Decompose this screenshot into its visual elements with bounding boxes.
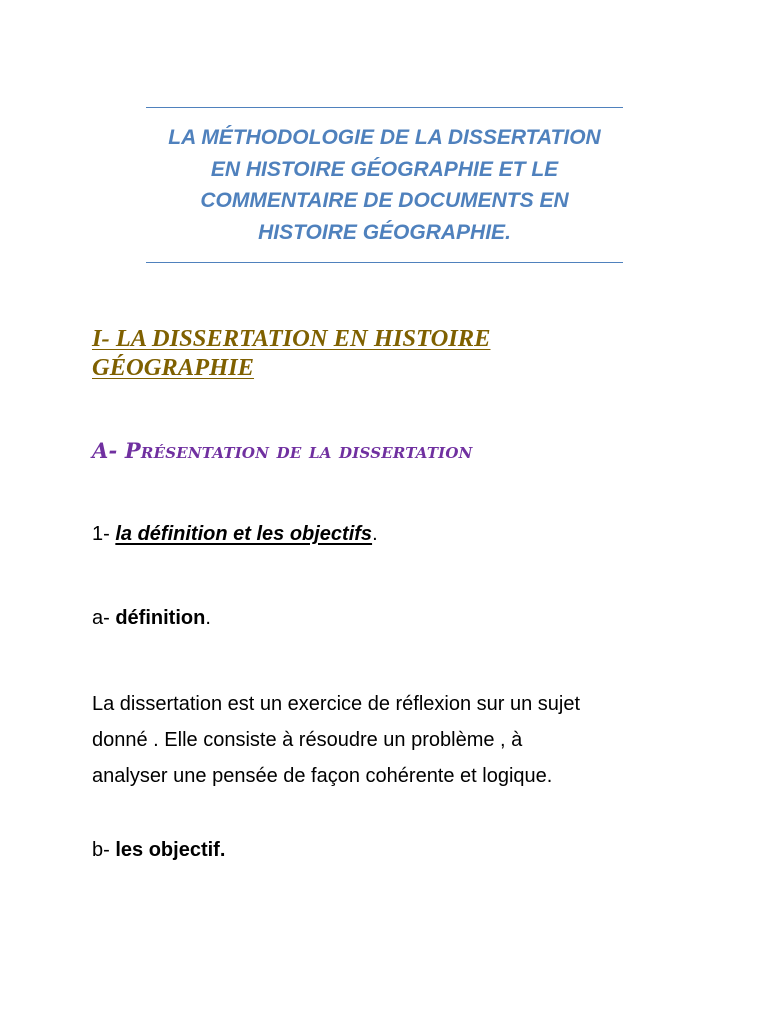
item-a-bold: définition bbox=[115, 607, 206, 629]
item-1-definition-objectives bbox=[92, 520, 378, 548]
item-1-emphasis: la définition et les objectifs bbox=[115, 523, 373, 545]
item-b-objectives bbox=[92, 836, 225, 864]
paragraph-line: analyser une pensée de façon cohérente et logique. bbox=[92, 765, 553, 787]
section-heading-i bbox=[92, 324, 652, 382]
section-heading-line: I- LA DISSERTATION EN HISTOIRE bbox=[92, 325, 491, 352]
title-line: COMMENTAIRE DE DOCUMENTS EN bbox=[200, 189, 569, 212]
item-1-suffix: . bbox=[372, 523, 378, 545]
item-a-definition bbox=[92, 604, 211, 632]
section-heading-line: GÉOGRAPHIE bbox=[92, 354, 255, 381]
item-1-prefix: 1- bbox=[92, 523, 116, 545]
item-a-prefix: a- bbox=[92, 607, 116, 629]
paragraph-line: donné . Elle consiste à résoudre un problème , à bbox=[92, 729, 523, 751]
item-b-prefix: b- bbox=[92, 839, 116, 861]
item-a-suffix: . bbox=[205, 607, 211, 629]
title-line: EN HISTOIRE GÉOGRAPHIE ET LE bbox=[210, 157, 559, 181]
title-line: LA MÉTHODOLOGIE DE LA DISSERTATION bbox=[168, 126, 601, 149]
document-title bbox=[146, 122, 623, 248]
title-line: HISTOIRE GÉOGRAPHIE. bbox=[258, 220, 511, 244]
definition-paragraph bbox=[92, 686, 580, 794]
subsection-heading-a: A- Présentation de la dissertation bbox=[92, 438, 473, 463]
paragraph-line: La dissertation est un exercice de réflexion sur un sujet bbox=[92, 693, 581, 715]
item-b-bold: les objectif. bbox=[115, 839, 226, 861]
title-block bbox=[146, 107, 623, 263]
